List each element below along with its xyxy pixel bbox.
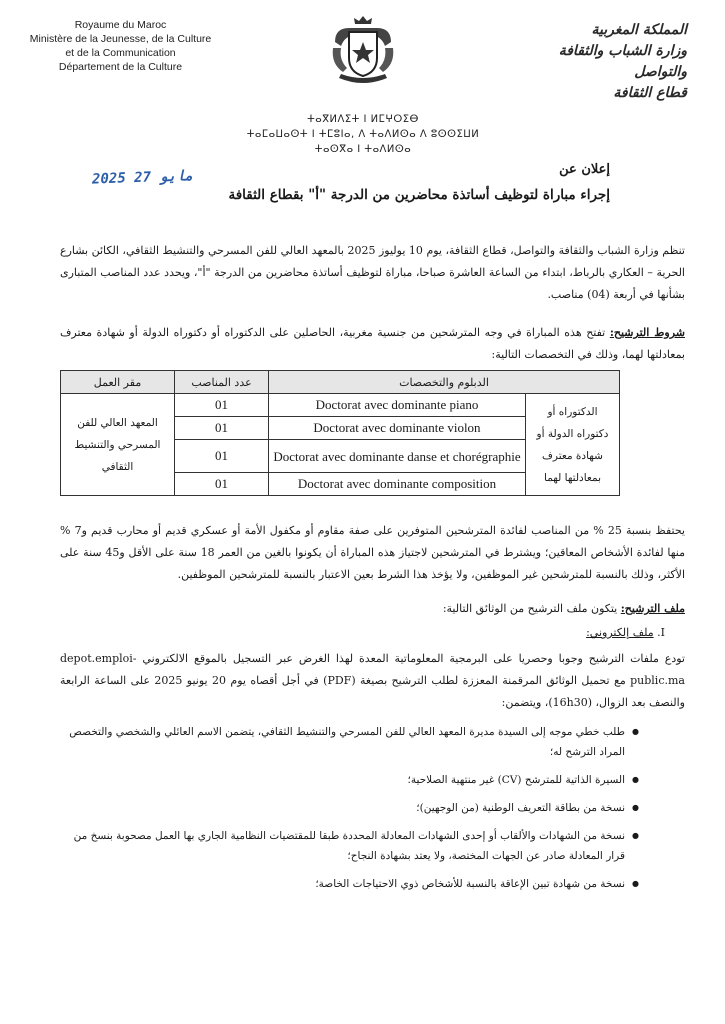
- date-stamp: 2025 مايو 27: [91, 168, 194, 188]
- workplace-cell: المعهد العالي للفن المسرحي والتنشيط الثقافي: [61, 394, 175, 496]
- file-label: ملف الترشيح:: [620, 602, 685, 615]
- ministry-name-ar: وزارة الشباب والثقافة: [558, 43, 687, 59]
- department-name-ar: قطاع الثقافة: [613, 85, 687, 101]
- coat-of-arms-emblem: [325, 12, 401, 88]
- specialty-cell: Doctorat avec dominante danse et chorégraphie: [269, 440, 526, 473]
- diploma-cell: الدكتوراه أو دكتوراه الدولة أو شهادة معترف بمعادلتها لهما: [526, 394, 620, 496]
- kingdom-name-ar: المملكة المغربية: [591, 22, 687, 38]
- positions-table: [60, 370, 620, 496]
- header-count: عدد المناصب: [175, 371, 269, 394]
- count-cell: 01: [175, 440, 269, 473]
- kingdom-name-tif: ⵜⴰⴳⵍⴷⵉⵜ ⵏ ⵍⵎⵖⵔⵉⴱ: [307, 114, 419, 125]
- kingdom-name-fr: Royaume du Maroc: [74, 19, 167, 31]
- section-1-number: I.: [657, 626, 665, 639]
- count-cell: 01: [175, 394, 269, 417]
- conditions-text: تفتح هذه المباراة في وجه المترشحين من جنسية مغربية، الحاصلين على الدكتوراه أو دكتوراه الدولة أو شهادة معترف بمعادلتها لهما، وذلك في التخصصات التالية:: [60, 326, 685, 361]
- list-item: ● نسخة من بطاقة التعريف الوطنية (من الوجهين)؛: [60, 798, 625, 818]
- list-item: ● نسخة من شهادة تبين الإعاقة بالنسبة للأشخاص ذوي الاحتياجات الخاصة؛: [60, 874, 625, 894]
- ministry-name-fr: Ministère de la Jeunesse, de la Culture: [29, 33, 212, 45]
- section-1-heading: [60, 622, 685, 644]
- count-cell: 01: [175, 473, 269, 496]
- specialty-cell: Doctorat avec dominante piano: [269, 394, 526, 417]
- header-specialties: الدبلوم والتخصصات: [269, 371, 620, 394]
- announcement-label: إعلان عن: [559, 162, 610, 177]
- conditions-label: شروط الترشيح:: [609, 326, 685, 339]
- header-workplace: مقر العمل: [61, 371, 175, 394]
- file-text: يتكون ملف الترشيح من الوثائق التالية:: [442, 602, 621, 615]
- specialty-cell: Doctorat avec dominante violon: [269, 417, 526, 440]
- ministry-name-fr-2: et de la Communication: [65, 47, 176, 59]
- count-cell: 01: [175, 417, 269, 440]
- specialty-cell: Doctorat avec dominante composition: [269, 473, 526, 496]
- document-title: إجراء مباراة لتوظيف أساتذة محاضرين من الدرجة "أ" بقطاع الثقافة: [228, 187, 610, 203]
- header-arabic: [487, 20, 687, 104]
- department-name-fr: Département de la Culture: [58, 61, 183, 73]
- quota-paragraph: يحتفظ بنسبة 25 % من المناصب لفائدة المترشحين المتوفرين على صفة مقاوم أو مكفول الأمة أو عسكري قديم أو محارب قديم و7 % منها لفائدة الأشخاص المعاقين؛ ويشترط في المترشحين لاجتياز هذه المباراة أن يكونوا بالغين من العمر 18 سنة على الأقل و45 سنة على الأكثر، وذلك بالنسبة للمترشحين غير الموظفين، ولا يؤخذ هذا الشرط بعين الاعتبار بالنسبة للمترشحين الموظفين.: [60, 524, 685, 581]
- header-french: [8, 18, 233, 74]
- header-tifinagh: [245, 112, 481, 157]
- list-item: ● نسخة من الشهادات والألقاب أو إحدى الشهادات المعادلة المحددة طبقا للمقتضيات النظامية الجاري بها العمل مصحوبة بنسخ من قرار المعادلة صادر عن الجهات المختصة، ولا يعتد بشهادة النجاح؛: [60, 826, 625, 866]
- intro-paragraph: تنظم وزارة الشباب والثقافة والتواصل، قطاع الثقافة، يوم 10 يوليوز 2025 بالمعهد العالي للفن المسرحي والتنشيط الثقافي، الكائن بشارع الحرية – العكاري بالرباط، ابتداء من الساعة العاشرة صباحا، مباراة لتوظيف أساتذة محاضرين من الدرجة "أ"، ويحدد عدد المناصب المتبارى بشأنها في أربعة (04) مناصب.: [60, 244, 685, 301]
- section-1-label: ملف إلكتروني:: [586, 626, 654, 639]
- table-row: [61, 394, 620, 417]
- department-name-tif: ⵜⴰⵙⴳⴰ ⵏ ⵜⴰⴷⵍⵙⴰ: [314, 144, 412, 155]
- conditions-paragraph: [60, 322, 685, 366]
- file-paragraph: [60, 598, 685, 620]
- electronic-file-paragraph: تودع ملفات الترشيح وجوبا وحصريا على البرمجية المعلوماتية المعدة لهذا الغرض عبر التسجيل بالموقع الالكتروني depot.emploi-public.ma مع تحميل الوثائق المرقمنة المعززة لطلب الترشيح بصيغة (PDF) في أجل أقصاه يوم 20 يونيو 2025 على الساعة الرابعة والنصف بعد الزوال، (16h30)، ويتضمن:: [60, 652, 685, 709]
- required-documents-list: [60, 722, 639, 902]
- list-item: ● طلب خطي موجه إلى السيدة مديرة المعهد العالي للفن المسرحي والتنشيط الثقافي، يتضمن الاسم العائلي والشخصي والتخصص المراد الترشح له؛: [60, 722, 625, 762]
- ministry-name-ar-2: والتواصل: [634, 64, 687, 80]
- table-header-row: [61, 371, 620, 394]
- list-item: ● السيرة الذاتية للمترشح (CV) غير منتهية الصلاحية؛: [60, 770, 625, 790]
- ministry-name-tif: ⵜⴰⵎⴰⵡⴰⵙⵜ ⵏ ⵜⵎⵓⵏⴰ, ⴷ ⵜⴰⴷⵍⵙⴰ ⴷ ⵓⵙⵙⵉⵡⵍ: [246, 129, 480, 140]
